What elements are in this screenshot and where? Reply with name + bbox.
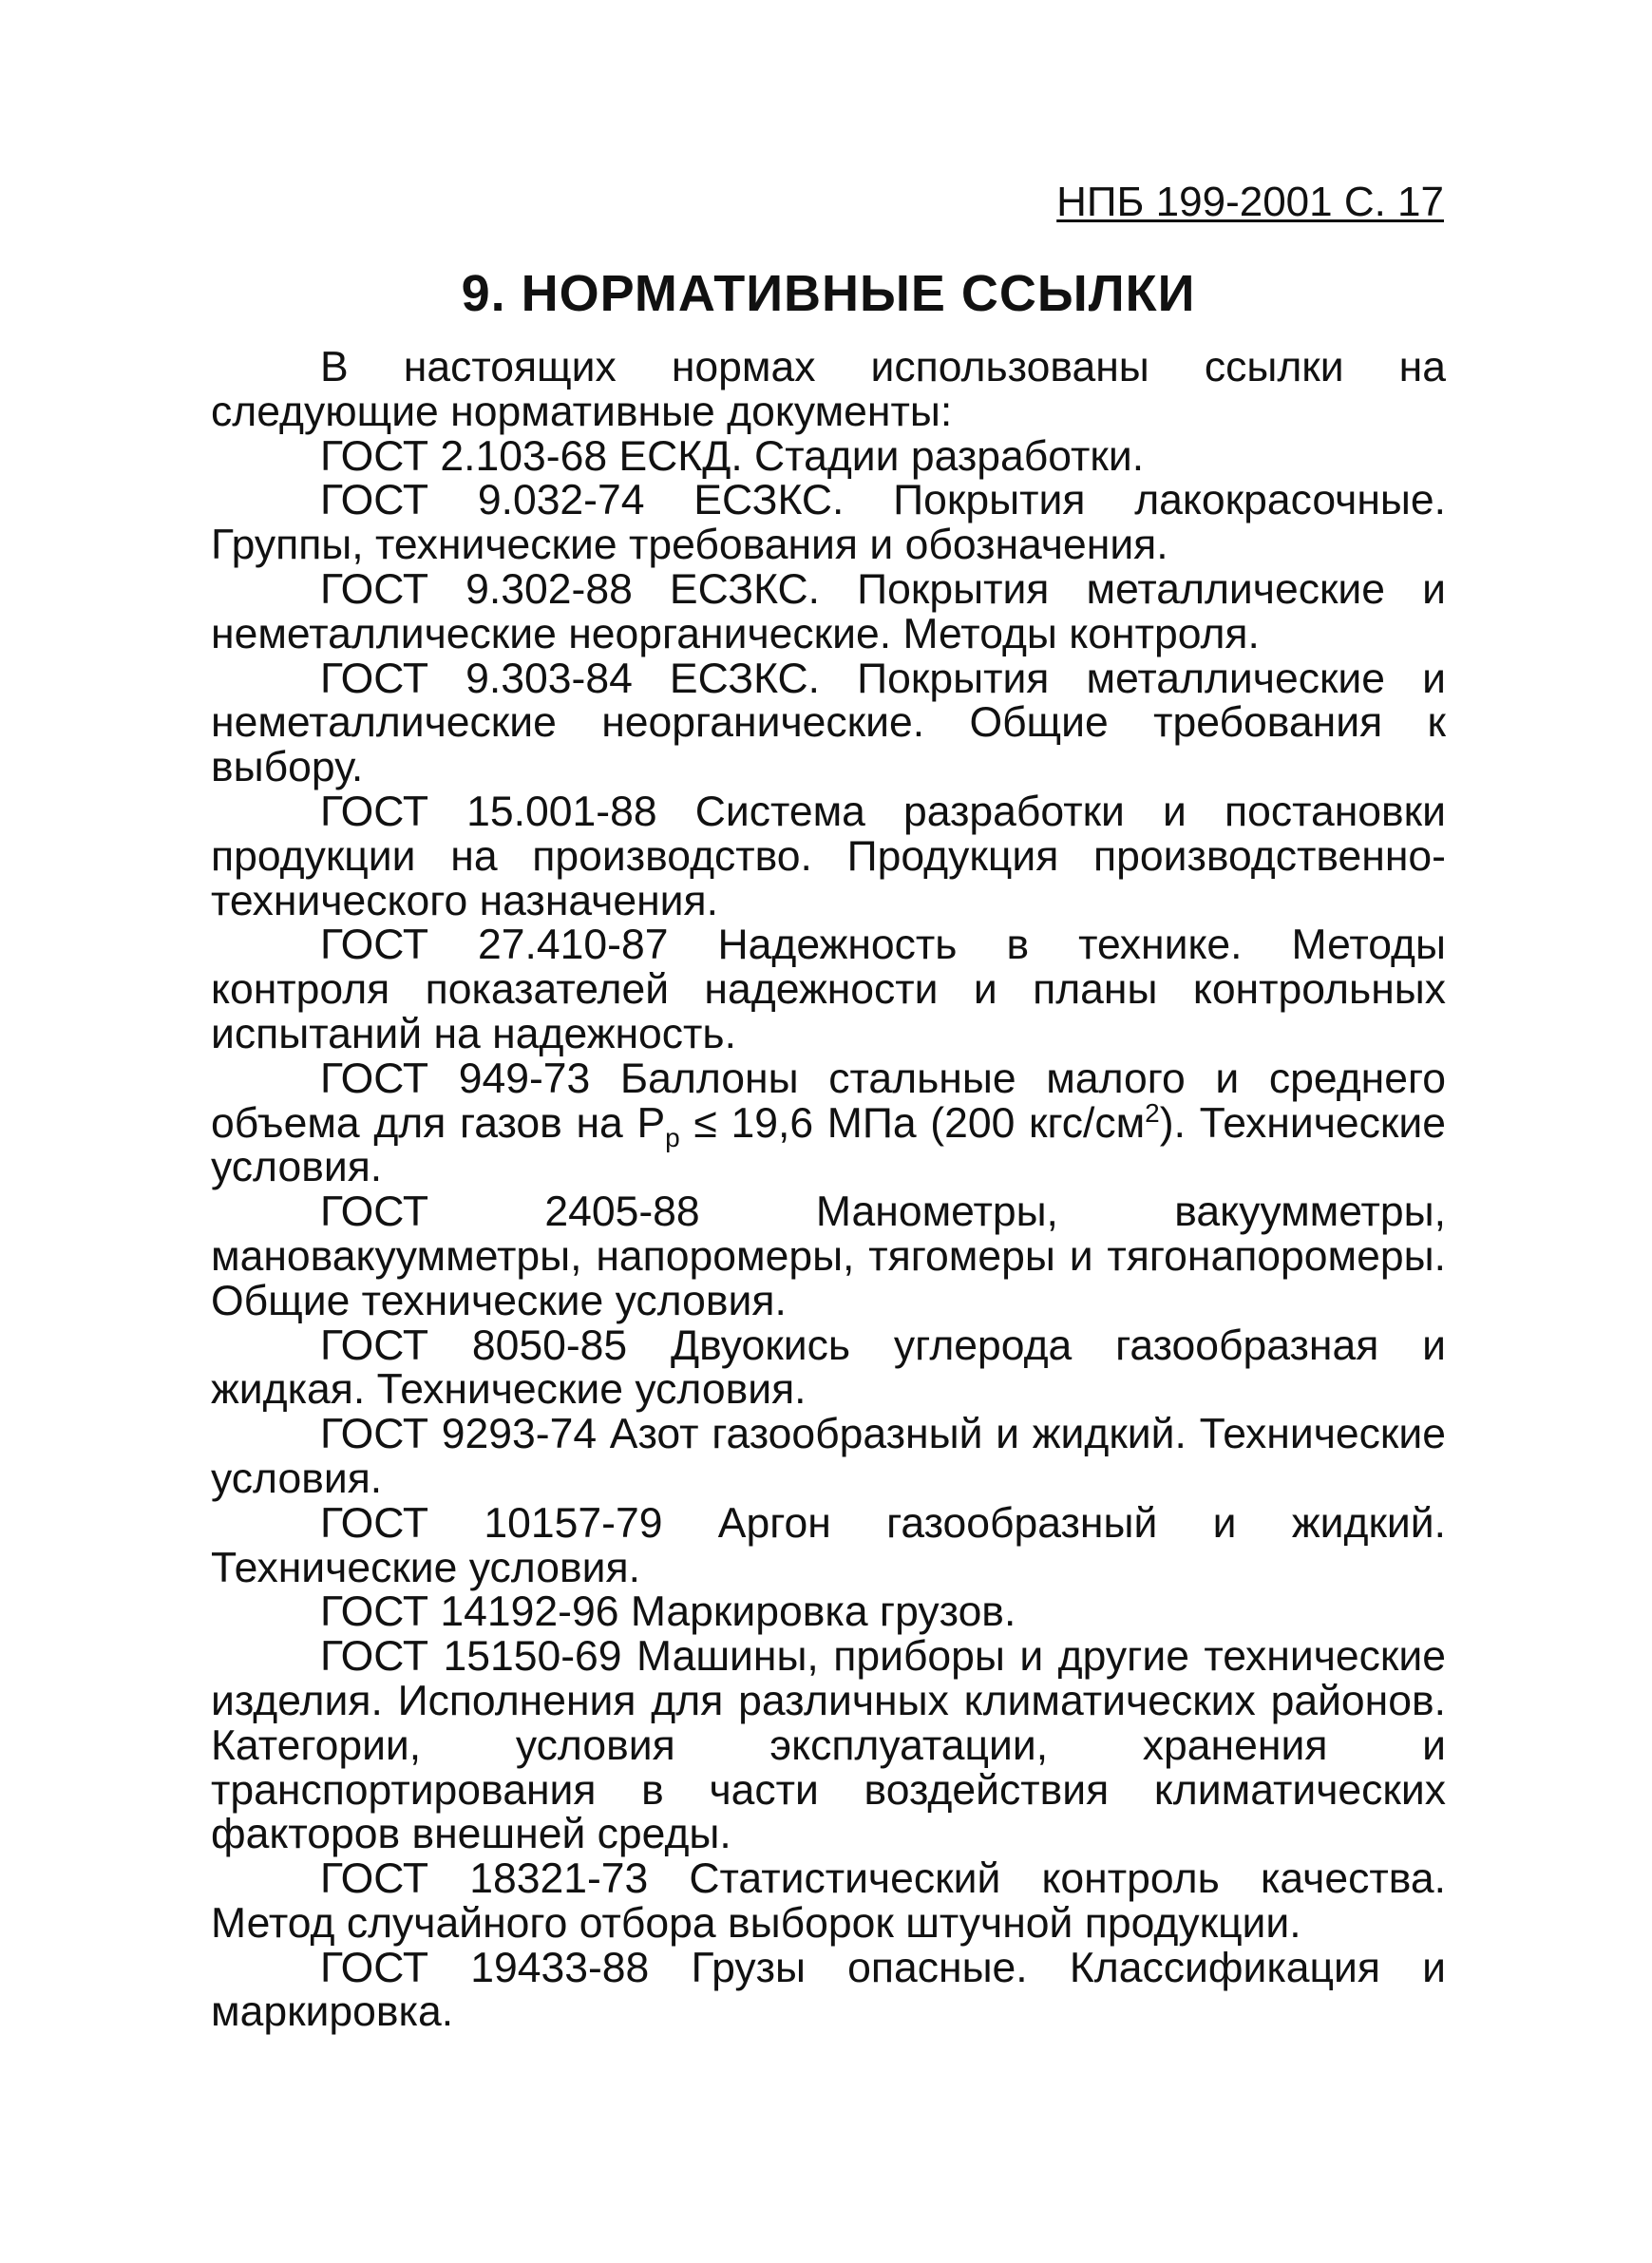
ref-949-superscript: 2 <box>1145 1097 1160 1128</box>
intro-paragraph: В настоящих нормах использованы ссылки на следующие нормативные документы: <box>211 344 1446 435</box>
section-title: 9. НОРМАТИВНЫЕ ССЫЛКИ <box>461 265 1196 322</box>
reference-item: ГОСТ 2.103-68 ЕСКД. Стадии разработки. <box>320 432 1145 480</box>
reference-item: ГОСТ 19433-88 Грузы опасные. Классификация и маркировка. <box>211 1944 1446 2036</box>
reference-item: ГОСТ 14192-96 Маркировка грузов. <box>320 1588 1016 1636</box>
reference-item: ГОСТ 9.032-74 ЕСЗКС. Покрытия лакокрасочные. Группы, технические требования и обозначения. <box>211 477 1446 569</box>
reference-item-gost-949 <box>211 1057 1446 1190</box>
ref-949-text: ≤ 19,6 МПа (200 кгс/см <box>679 1099 1146 1147</box>
reference-item: ГОСТ 2405-88 Манометры, вакуумметры, мановакуумметры, напоромеры, тягомеры и тягонапоромеры. Общие технические условия. <box>211 1189 1446 1324</box>
reference-item: ГОСТ 8050-85 Двуокись углерода газообразная и жидкая. Технические условия. <box>211 1322 1446 1414</box>
reference-item: ГОСТ 27.410-87 Надежность в технике. Методы контроля показателей надежности и планы контрольных испытаний на надежность. <box>211 922 1446 1057</box>
reference-item: ГОСТ 18321-73 Статистический контроль качества. Метод случайного отбора выборок штучной продукции. <box>211 1855 1446 1947</box>
ref-949-subscript: р <box>665 1122 680 1152</box>
reference-item: ГОСТ 9.302-88 ЕСЗКС. Покрытия металлические и неметаллические неорганические. Методы контроля. <box>211 565 1446 657</box>
reference-item: ГОСТ 10157-79 Аргон газообразный и жидкий. Технические условия. <box>211 1499 1446 1591</box>
page-header-doc-ref: НПБ 199-2001 С. 17 <box>1056 179 1444 225</box>
ref-949-text: ). Технические условия. <box>211 1099 1446 1191</box>
reference-item: ГОСТ 9293-74 Азот газообразный и жидкий. Технические условия. <box>211 1411 1446 1502</box>
reference-item: ГОСТ 15150-69 Машины, приборы и другие технические изделия. Исполнения для различных климатических районов. Категории, условия эксплуатации, хранения и транспортирования в части воздействия климатических факторов внешней среды. <box>211 1633 1446 1858</box>
ref-949-text: ГОСТ 949-73 Баллоны стальные малого и среднего объема для газов на P <box>211 1055 1446 1147</box>
section-body <box>211 346 1446 2035</box>
reference-item: ГОСТ 15.001-88 Система разработки и постановки продукции на производство. Продукция производственно-технического назначения. <box>211 788 1446 924</box>
reference-item: ГОСТ 9.303-84 ЕСЗКС. Покрытия металлические и неметаллические неорганические. Общие требования к выбору. <box>211 655 1446 791</box>
